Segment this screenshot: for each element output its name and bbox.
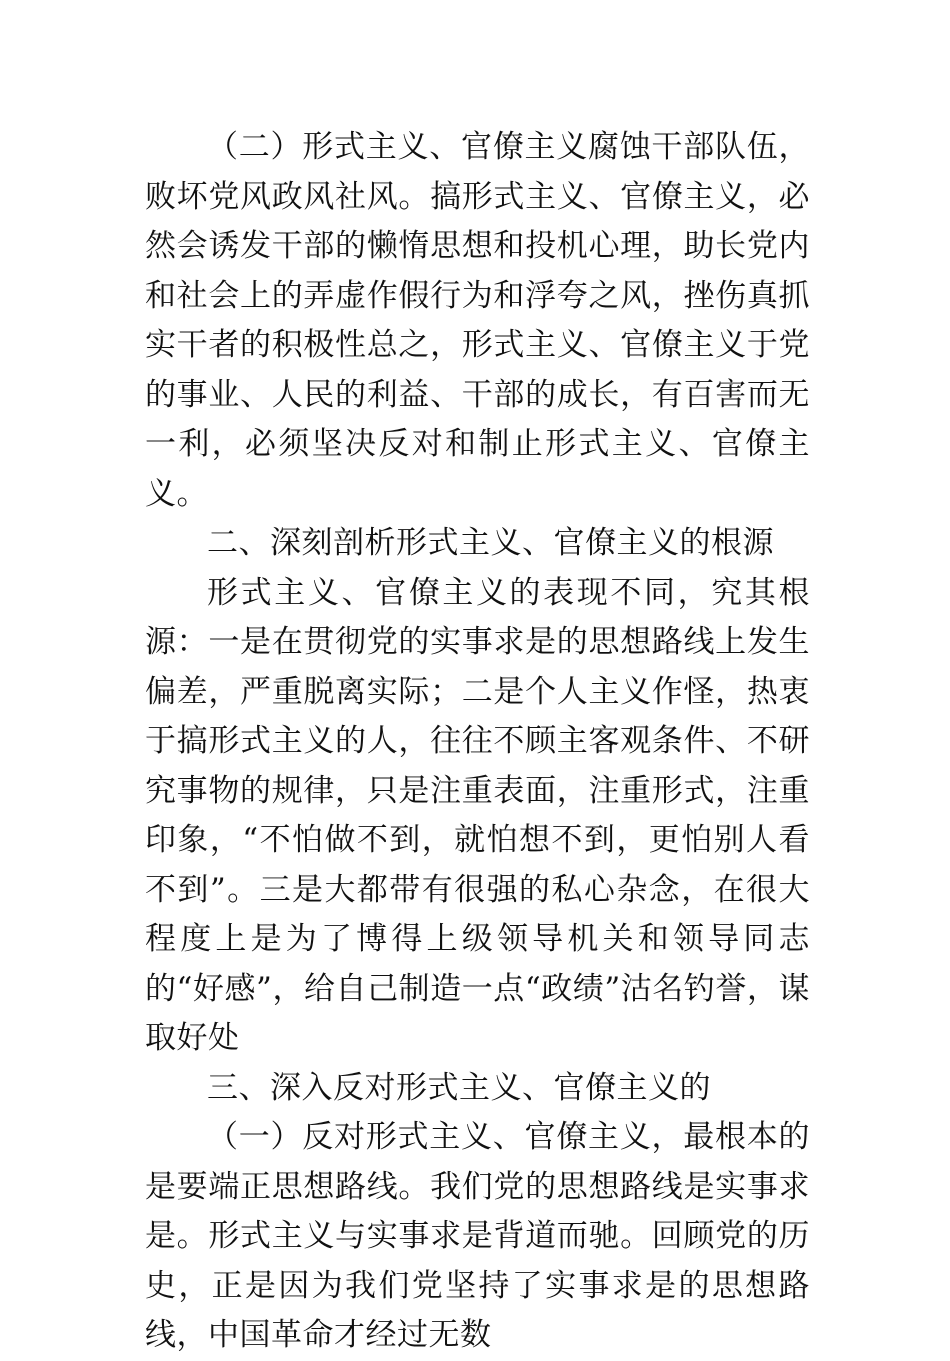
section-heading-roots: 二、深刻剖析形式主义、官僚主义的根源 <box>207 525 774 561</box>
section-heading-opposition: 三、深入反对形式主义、官僚主义的 <box>207 1069 711 1106</box>
paragraph-formalism-harms: （二）形式主义、官僚主义腐蚀干部队伍，败坏党风政风社风。搞形式主义、官僚主义，必然会诱发干部的懒惰思想和投机心理，助长党内和社会上的弄虚作假行为和浮夸之风，挫伤真抓实干者的积极性总之，形式主义、官僚主义于党的事业、人民的利益、干部的成长，有百害而无一利，必须坚决反对和制止形式主义、官僚主义。 <box>145 129 810 512</box>
paragraph-ideological-line: （一）反对形式主义、官僚主义，最根本的是要端正思想路线。我们党的思想路线是实事求是。形式主义与实事求是背道而驰。回顾党的历史，正是因为我们党坚持了实事求是的思想路线，中国革命才经过无数 <box>145 1119 810 1353</box>
paragraph-roots-analysis: 形式主义、官僚主义的表现不同，究其根源：一是在贯彻党的实事求是的思想路线上发生偏差，严重脱离实际；二是个人主义作怪，热衷于搞形式主义的人，往往不顾主客观条件、不研究事物的规律，只是注重表面，注重形式，注重印象，“不怕做不到，就怕想不到，更怕别人看不到”。三是大都带有很强的私心杂念，在很大程度上是为了博得上级领导机关和领导同志的“好感”，给自己制造一点“政绩”沽名钓誉，谋取好处 <box>145 574 810 1056</box>
